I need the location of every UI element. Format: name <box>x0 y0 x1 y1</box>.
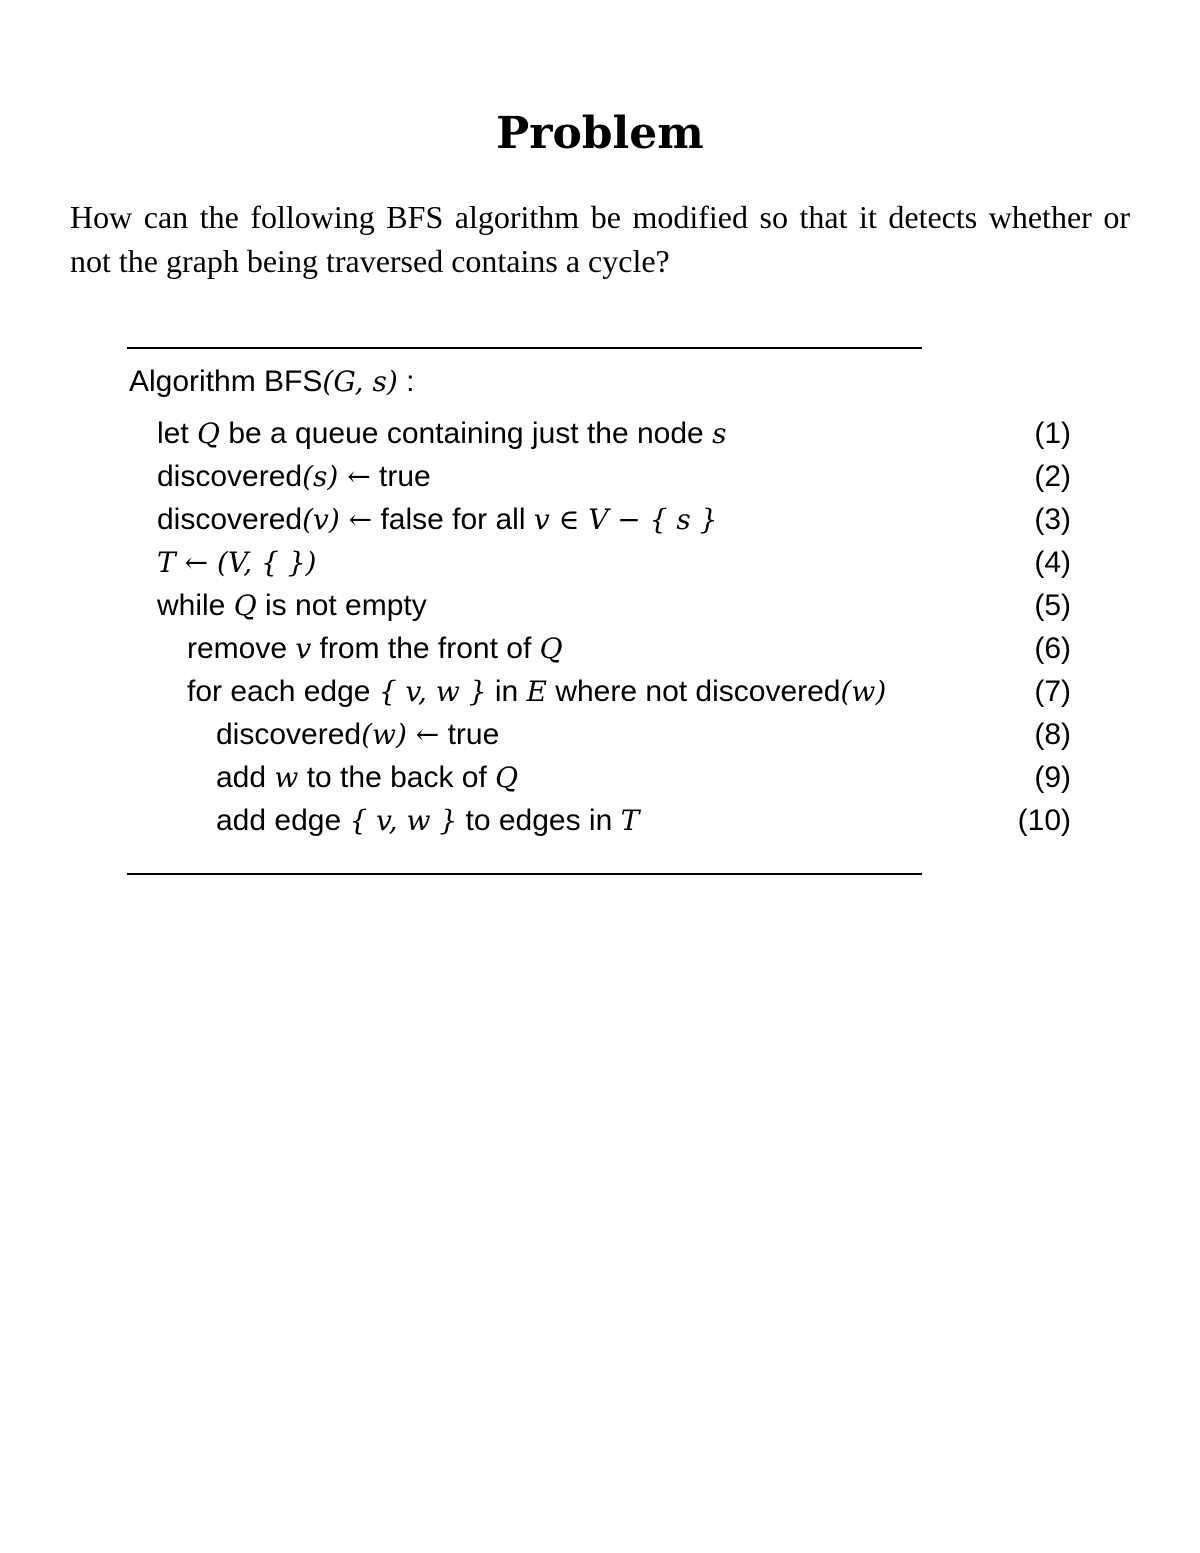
algorithm-line-8: discovered(w) ← true (8) <box>0 714 1200 756</box>
line-number: (8) <box>1034 718 1071 751</box>
algorithm-params: (G, s) <box>322 365 398 398</box>
line-number: (7) <box>1034 675 1071 708</box>
algorithm-name: Algorithm BFS <box>129 365 323 398</box>
line-number: (1) <box>1034 417 1071 450</box>
line-number: (10) <box>1017 804 1071 837</box>
algorithm-line-2: discovered(s) ← true (2) <box>0 456 1200 498</box>
page-title: Problem <box>496 108 704 159</box>
algorithm-top-rule <box>127 347 922 349</box>
line-number: (9) <box>1034 761 1071 794</box>
line-number: (3) <box>1034 503 1071 536</box>
algorithm-line-1: let Q be a queue containing just the node s (1) <box>0 413 1200 455</box>
algorithm-line-9: add w to the back of Q (9) <box>0 757 1200 799</box>
line-number: (2) <box>1034 460 1071 493</box>
algorithm-bottom-rule <box>127 873 922 875</box>
question-text: How can the following BFS algorithm be modified so that it detects whether or not the graph being traversed contains a cycle? <box>70 199 1130 279</box>
line-number: (4) <box>1034 546 1071 579</box>
line-number: (6) <box>1034 632 1071 665</box>
line-number: (5) <box>1034 589 1071 622</box>
algorithm-line-3: discovered(v) ← false for all v ∈ V − { s } (3) <box>0 499 1200 541</box>
algorithm-colon: : <box>397 365 415 398</box>
algorithm-line-4: T ← (V, { }) (4) <box>0 542 1200 584</box>
algorithm-line-7: for each edge { v, w } in E where not discovered(w) (7) <box>0 671 1200 713</box>
algorithm-line-10: add edge { v, w } to edges in T (10) <box>0 800 1200 842</box>
algorithm-line-6: remove v from the front of Q (6) <box>0 628 1200 670</box>
algorithm-line-5: while Q is not empty (5) <box>0 585 1200 627</box>
algorithm-header <box>129 363 414 401</box>
